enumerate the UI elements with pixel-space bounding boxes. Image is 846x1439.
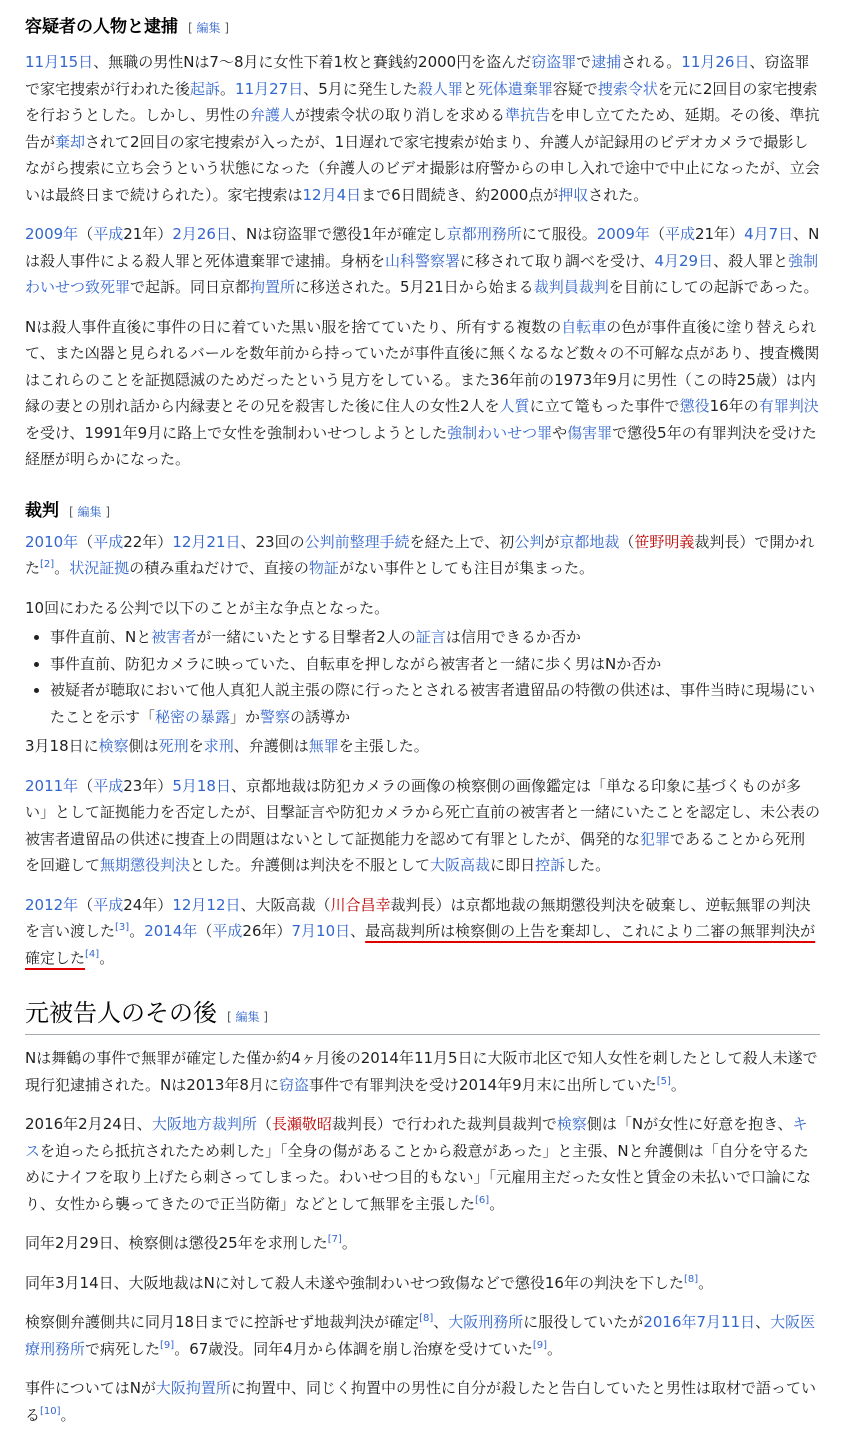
text-run: 、大阪高裁（ <box>240 895 331 914</box>
wiki-link[interactable]: 検察 <box>98 737 129 755</box>
wiki-link[interactable]: 4月7日 <box>744 225 794 243</box>
edit-section-after: [ 編集 ] <box>227 1010 269 1024</box>
wiki-link[interactable]: 2010年 <box>25 532 79 551</box>
wiki-link[interactable]: 拘置所 <box>250 278 296 296</box>
text-run: （ <box>649 225 665 243</box>
wiki-link[interactable]: 12月21日 <box>172 532 241 551</box>
wiki-link[interactable]: 窃盗 <box>278 1075 309 1094</box>
citation-ref <box>85 949 99 960</box>
text-run: に服役していたが <box>523 1313 644 1331</box>
red-link[interactable]: 笹野明義 <box>634 532 695 551</box>
wiki-link[interactable]: 公判前整理手続 <box>304 532 410 551</box>
heading-arrest-title: 容疑者の人物と逮捕 <box>25 17 178 37</box>
wiki-link[interactable]: 平成 <box>212 922 243 940</box>
wiki-link[interactable]: 秘密の暴露 <box>155 707 231 726</box>
heading-arrest <box>25 12 820 42</box>
paragraph <box>25 1111 820 1217</box>
citation-ref <box>328 1234 342 1245</box>
text-run: 。 <box>670 1075 686 1094</box>
wiki-link[interactable]: 警察 <box>260 707 291 726</box>
text-run: 24年） <box>123 895 173 914</box>
text-run: 、 <box>350 922 366 940</box>
text-run: Nは殺人事件直後に事件の日に着ていた黒い服を捨てていたり、所有する複数の <box>25 317 562 336</box>
text-run: 、京都地裁は防犯カメラの画像の検察側の画像鑑定は「単なる印象に基づくものが多い」として証拠能力を否定したが、目撃証言や防犯カメラから死亡直前の被害者と一緒にいたことを認定し、未公表の被害者遺留品の供述に捜査上の問題はないとして証拠能力を認めて有罪としたが、偶発的な <box>25 776 821 848</box>
text-run: 、Nは殺人事件による殺人罪と死体遺棄罪で逮捕。身柄を <box>25 225 820 270</box>
wiki-link[interactable]: 12月4日 <box>302 185 362 204</box>
issues-list <box>25 624 820 730</box>
heading-trial-title: 裁判 <box>25 500 59 521</box>
wiki-link[interactable]: 捜索令状 <box>597 79 658 98</box>
citation-ref <box>419 1313 433 1324</box>
text-run: 事件で有罪判決を受け2014年9月末に出所していた <box>308 1075 657 1094</box>
wiki-link[interactable]: 死体遺棄罪 <box>477 79 553 98</box>
text-run: に拘置中、同じく拘置中の男性に自分が殺したと告白していたと男性は取材で語っている <box>25 1379 816 1424</box>
wiki-link[interactable]: 有罪判決 <box>758 397 819 415</box>
wiki-link[interactable]: 準抗告 <box>505 106 551 124</box>
text-run: で病死した <box>85 1339 161 1358</box>
text-run: 、 <box>433 1313 449 1331</box>
wiki-link[interactable]: 控訴 <box>535 856 566 874</box>
wiki-link[interactable]: 押収 <box>558 185 589 204</box>
text-run: 裁判長）で開かれた <box>25 532 815 577</box>
text-run: 、Nは窃盗罪で懲役1年が確定し <box>230 225 447 243</box>
text-run: を <box>188 737 204 755</box>
text-run: を経た上で、初 <box>409 532 515 551</box>
article-content <box>0 12 846 1428</box>
text-run: Nは舞鶴の事件で無罪が確定した僅か約4ヶ月後の2014年11月5日に大阪市北区で知人女性を刺したとして殺人未遂で現行犯逮捕された。Nは2013年8月に <box>25 1049 818 1094</box>
paragraph <box>25 529 820 582</box>
wiki-link[interactable]: 平成 <box>664 225 695 243</box>
wiki-link[interactable]: 殺人罪 <box>417 79 463 98</box>
text-run: 3月18日に <box>25 737 99 755</box>
text-run: 21年） <box>123 225 173 243</box>
paragraph <box>25 1309 820 1362</box>
wiki-link[interactable]: 11月15日 <box>25 53 94 71</box>
text-run: 事件直前、Nと <box>50 628 152 646</box>
text-run: 事件直前、防犯カメラに映っていた、自転車を押しながら被害者と一緒に歩く男はNか否か <box>50 654 662 673</box>
wiki-link[interactable]: 大阪医療刑務所 <box>25 1313 816 1358</box>
text-run: 。 <box>698 1273 714 1292</box>
wiki-link[interactable]: 物証 <box>308 559 339 577</box>
text-run: 。 <box>220 79 236 98</box>
text-run: 、無職の男性Nは7〜8月に女性下着1枚と賽銭約2000円を盗んだ <box>93 53 532 71</box>
text-run: 。 <box>60 1405 76 1424</box>
text-run: が一緒にいたとする目撃者2人の <box>196 628 416 646</box>
wiki-link[interactable]: 12月12日 <box>172 895 241 914</box>
edit-section-trial: [ 編集 ] <box>69 504 111 519</box>
wiki-link[interactable]: 被害者 <box>151 628 197 646</box>
citation-link[interactable]: [8] <box>683 1273 699 1285</box>
citation-link[interactable]: [6] <box>475 1194 490 1206</box>
wiki-link[interactable]: 平成 <box>93 225 124 243</box>
wiki-link[interactable]: 求刑 <box>203 737 234 755</box>
wiki-link[interactable]: 裁判員裁判 <box>533 278 609 296</box>
text-run: 裁判長）は京都地裁の無期懲役判決を破棄し、逆転無罪の判決を言い渡した <box>25 895 811 940</box>
wiki-link[interactable]: 死刑 <box>158 737 189 755</box>
text-run: 。 <box>489 1194 505 1213</box>
text-run: がない事件としても注目が集まった。 <box>338 559 594 577</box>
citation-link[interactable]: [3] <box>115 922 130 933</box>
text-run: （ <box>619 532 635 551</box>
citation-link[interactable]: [8] <box>419 1313 434 1324</box>
wiki-link[interactable]: 検察 <box>556 1115 587 1133</box>
citation-link[interactable]: [5] <box>656 1075 671 1087</box>
paragraph <box>25 1230 820 1257</box>
paragraph <box>25 595 820 622</box>
paragraph <box>25 773 820 879</box>
text-run: 22年） <box>123 532 173 551</box>
text-run: を申し立てたため、延期。その後、準抗告が <box>25 106 820 151</box>
citation-link[interactable]: [7] <box>327 1234 342 1245</box>
list-item <box>50 677 820 730</box>
wiki-link[interactable]: 無期懲役判決 <box>100 856 191 874</box>
citation-link[interactable]: [9] <box>160 1339 175 1351</box>
text-run: を受け、1991年9月に路上で女性を強制わいせつしようとした <box>25 423 448 442</box>
citation-ref <box>160 1340 174 1351</box>
wiki-link[interactable]: 京都地裁 <box>559 532 620 551</box>
wiki-link[interactable]: 平成 <box>93 895 124 914</box>
text-run: （ <box>78 532 94 551</box>
wiki-link[interactable]: 傷害罪 <box>567 423 613 442</box>
text-run: で <box>576 53 592 71</box>
citation-ref <box>475 1195 489 1206</box>
text-run: （ <box>78 895 94 914</box>
citation-ref <box>684 1274 698 1285</box>
wiki-link[interactable]: 犯罪 <box>640 829 671 848</box>
text-run: を目前にしての起訴であった。 <box>608 278 819 296</box>
text-run: に即日 <box>490 856 536 874</box>
citation-link[interactable]: [2] <box>40 559 55 570</box>
wiki-link[interactable]: 山科警察署 <box>385 251 461 270</box>
text-run: 。 <box>129 922 145 940</box>
text-run: にて服役。 <box>521 225 597 243</box>
wiki-link[interactable]: 証言 <box>415 628 446 646</box>
text-run: とした。弁護側は判決を不服として <box>190 856 431 874</box>
citation-ref <box>115 922 129 933</box>
text-run: は信用できるか否か <box>445 628 581 646</box>
text-run: 、 <box>755 1313 771 1331</box>
list-item <box>50 624 820 651</box>
text-run: 、23回の <box>240 532 305 551</box>
text-run: される。 <box>621 53 682 71</box>
text-run: 23年） <box>123 776 173 795</box>
citation-ref <box>40 1406 61 1417</box>
text-run: （ <box>78 776 94 795</box>
text-run: 。 <box>341 1234 357 1252</box>
paragraph <box>25 1270 820 1297</box>
text-run: （ <box>197 922 213 940</box>
wiki-link[interactable]: 平成 <box>93 776 124 795</box>
text-run: 容疑で <box>552 79 598 98</box>
wiki-link[interactable]: 状況証拠 <box>69 559 130 577</box>
citation-ref <box>533 1340 547 1351</box>
wiki-link[interactable]: 棄却 <box>55 132 86 151</box>
red-link[interactable]: 川合昌幸 <box>330 895 391 914</box>
wiki-link[interactable]: 強制わいせつ致死罪 <box>25 251 819 296</box>
wiki-link[interactable]: 平成 <box>93 532 124 551</box>
text-run: 被疑者が聴取において他人真犯人説主張の際に行ったとされる被害者遺留品の特徴の供述は、事件当時に現場にいたことを示す「 <box>50 681 816 726</box>
highlighted-text: 最高裁判所は検察側の上告を棄却し、これにより二審の無罪判決が確定した <box>25 922 816 967</box>
edit-link-trial[interactable]: 編集 <box>77 504 102 519</box>
text-run: 事件についてはNが <box>25 1379 156 1397</box>
red-link[interactable]: 長瀬敬昭 <box>271 1115 332 1133</box>
wiki-link[interactable]: 2009年 <box>596 225 650 243</box>
text-run: であることから死刑を回避して <box>25 829 806 874</box>
edit-section-arrest: [ 編集 ] <box>188 21 230 35</box>
wiki-link[interactable]: 弁護人 <box>250 106 296 124</box>
wiki-link[interactable]: 無罪 <box>308 737 339 755</box>
paragraph <box>25 1045 820 1098</box>
wiki-link[interactable]: 起訴 <box>190 79 221 98</box>
text-run: した。 <box>565 856 611 874</box>
heading-trial <box>25 496 820 526</box>
text-run: の色が事件直後に塗り替えられて、また凶器と見られるバールを数年前から持っていたが事件直後に無くなるなど数々の不可解な点があり、捜査機関はこれらのことを証拠隠滅のためだったという見方をしている。また36年前の1973年9月に男性（この時25歳）は内縁の妻との別れ話から内縁妻とその兄を殺害した後に住人の女性2人を <box>25 317 820 415</box>
wiki-link[interactable]: 5月18日 <box>172 776 231 795</box>
text-run: されて2回目の家宅捜索が入ったが、1日遅れで家宅捜索が始まり、弁護人が記録用のビデオカメラで撮影しながら捜索に立ち会うという状態になった（弁護人のビデオ撮影は府警からの申し入れで途中で中止になったが、立会いは最終日まで続けられた）。家宅捜索は <box>25 132 820 204</box>
text-run: の積み重ねだけで、直接の <box>129 559 309 577</box>
heading-after-title: 元被告人のその後 <box>25 999 217 1027</box>
text-run: 同年2月29日、検察側は懲役25年を求刑した <box>25 1234 328 1252</box>
citation-link[interactable]: [10] <box>40 1405 61 1417</box>
wiki-link[interactable]: 京都刑務所 <box>446 225 522 243</box>
edit-link-arrest[interactable]: 編集 <box>196 21 221 35</box>
text-run: 裁判長）で行われた裁判員裁判で <box>331 1115 557 1133</box>
text-run: と <box>462 79 478 98</box>
wiki-link[interactable]: 2月26日 <box>172 225 231 243</box>
text-run: 21年） <box>694 225 745 243</box>
wiki-link[interactable]: 人質 <box>499 397 530 415</box>
wiki-link[interactable]: 2014年 <box>144 922 198 940</box>
text-run: を主張した。 <box>338 737 429 755</box>
citation-link[interactable]: [4] <box>85 948 100 960</box>
text-run: で起訴。同日京都 <box>130 278 251 296</box>
list-item <box>50 651 820 678</box>
text-run: 16年の <box>709 397 759 415</box>
text-run: に立て篭もった事件で <box>529 397 680 415</box>
text-run: に移されて取り調べを受け、 <box>460 251 655 270</box>
wiki-link[interactable]: 大阪高裁 <box>430 856 491 874</box>
paragraph <box>25 49 820 208</box>
edit-link-after[interactable]: 編集 <box>235 1010 260 1024</box>
text-run: で懲役5年の有罪判決を受けた経歴が明らかになった。 <box>25 423 817 468</box>
citation-link[interactable]: [9] <box>532 1339 548 1351</box>
paragraph <box>25 221 820 301</box>
paragraph <box>25 733 820 760</box>
text-run: 、窃盗罪で家宅捜索が行われた後 <box>25 53 810 98</box>
wiki-link[interactable]: 大阪刑務所 <box>448 1313 524 1331</box>
text-run: の誘導か <box>290 707 351 726</box>
text-run: が <box>544 532 560 551</box>
text-run: 。 <box>99 948 115 967</box>
wiki-link[interactable]: 自転車 <box>561 317 607 336</box>
text-run: 側は「Nが女性に好意を抱き、 <box>586 1115 793 1133</box>
wiki-link[interactable]: 窃盗罪 <box>531 53 577 71</box>
wiki-link[interactable]: 懲役 <box>679 397 710 415</box>
text-run: 、殺人罪と <box>713 251 789 270</box>
citation-ref <box>40 559 54 570</box>
text-run: 、5月に発生した <box>303 79 418 98</box>
text-run: 2016年2月24日、 <box>25 1115 152 1133</box>
text-run: 10回にわたる公判で以下のことが主な争点となった。 <box>25 598 390 617</box>
text-run: された。 <box>588 185 649 204</box>
text-run: 26年） <box>242 922 292 940</box>
text-run: まで6日間続き、約2000点が <box>361 185 559 204</box>
wiki-link[interactable]: 4月29日 <box>654 251 714 270</box>
wiki-link[interactable]: 強制わいせつ罪 <box>447 423 553 442</box>
paragraph <box>25 1375 820 1428</box>
citation-ref <box>657 1076 671 1087</box>
text-run: や <box>552 423 568 442</box>
wiki-link[interactable]: 2011年 <box>25 776 79 795</box>
text-run: 。 <box>54 559 70 577</box>
text-run: 。67歳没。同年4月から体調を崩し治療を受けていた <box>174 1339 533 1358</box>
paragraph <box>25 314 820 473</box>
paragraph <box>25 892 820 972</box>
wiki-link[interactable]: 2012年 <box>25 895 79 914</box>
text-run: 、弁護側は <box>233 737 309 755</box>
wiki-link[interactable]: 逮捕 <box>591 53 622 71</box>
wiki-link[interactable]: 大阪地方裁判所 <box>151 1115 257 1133</box>
text-run: に移送された。5月21日から始まる <box>295 278 534 296</box>
wiki-link[interactable]: 2009年 <box>25 225 79 243</box>
wiki-link[interactable]: 11月26日 <box>681 53 750 71</box>
text-run: が捜索令状の取り消しを求める <box>295 106 506 124</box>
wiki-link[interactable]: キス <box>25 1115 808 1160</box>
wiki-link[interactable]: 11月27日 <box>235 79 304 98</box>
text-run: （ <box>78 225 94 243</box>
text-run: 側は <box>128 737 159 755</box>
heading-after <box>25 992 820 1035</box>
text-run: 同年3月14日、大阪地裁はNに対して殺人未遂や強制わいせつ致傷などで懲役16年の判決を下した <box>25 1273 684 1292</box>
text-run: 。 <box>547 1339 563 1358</box>
wiki-link[interactable]: 公判 <box>514 532 545 551</box>
text-run: を迫ったら抵抗されたため刺した」「全身の傷があることから殺意があった」と主張、Nと弁護側は「自分を守るためにナイフを取り上げたら刺さってしまった。わいせつ目的もない」「元雇用主だった女性と賃金の未払いで口論になり、女性から襲ってきたので正当防衛」などとして無罪を主張した <box>25 1141 812 1213</box>
wiki-link[interactable]: 7月10日 <box>291 922 351 940</box>
text-run: 」か <box>230 707 261 726</box>
wiki-link[interactable]: 2016年7月11日 <box>643 1313 756 1331</box>
text-run: を元に2回目の家宅捜索を行おうとした。しかし、男性の <box>25 79 818 124</box>
text-run: （ <box>256 1115 272 1133</box>
text-run: 検察側弁護側共に同月18日までに控訴せず地裁判決が確定 <box>25 1313 420 1331</box>
wiki-link[interactable]: 大阪拘置所 <box>155 1379 231 1397</box>
